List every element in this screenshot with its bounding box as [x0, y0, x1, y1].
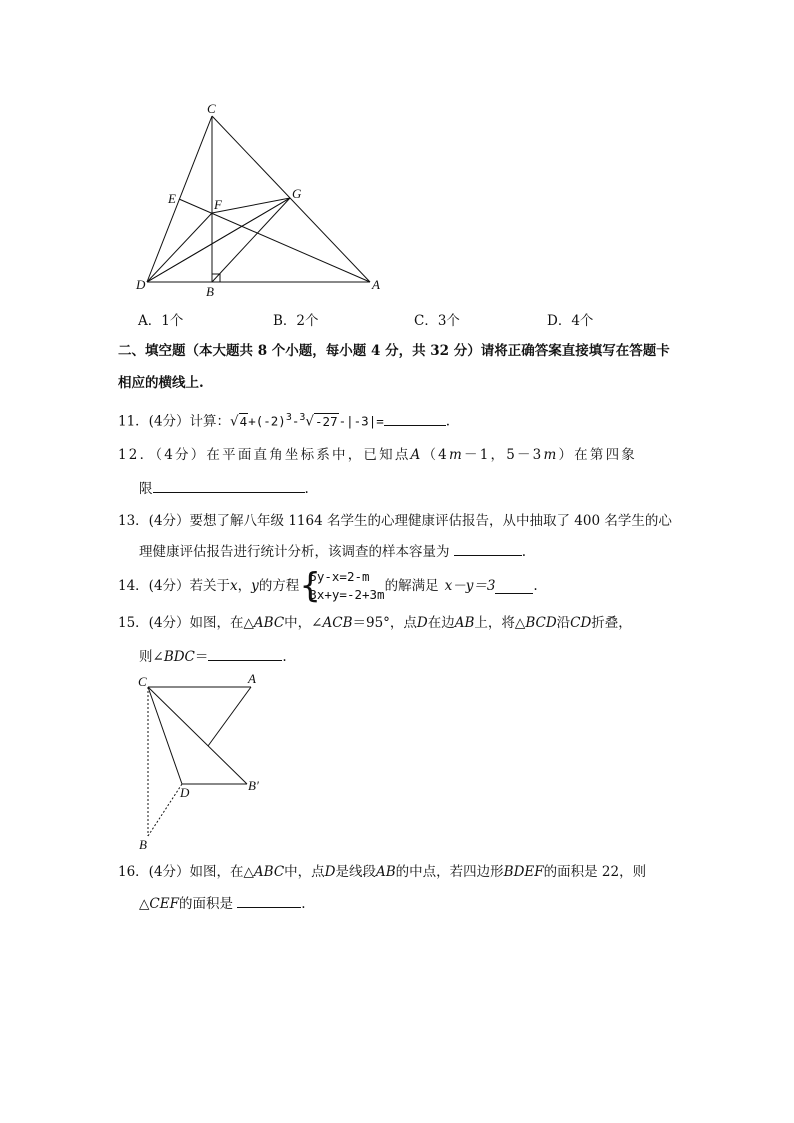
q14-mid: 的方程: [258, 578, 300, 594]
q12-m2: m: [543, 447, 559, 463]
q13-text: 理健康评估报告进行统计分析，该调查的样本容量为: [139, 544, 450, 560]
equation-1: 5y-x=2-m: [309, 569, 370, 584]
answer-blank-14[interactable]: [495, 579, 533, 594]
q15-ab: AB: [454, 615, 475, 631]
q12-text-c: －1，5－3: [464, 447, 544, 463]
q13-end: .: [521, 544, 527, 560]
q11-exp: 3: [285, 412, 292, 423]
q15-cd: CD: [570, 615, 592, 631]
q11-mid1: +(-2): [248, 413, 286, 429]
q16-d2: 的中点，若四边形: [395, 864, 504, 880]
question-12-line2: [139, 478, 309, 499]
q16-tri: ABC: [253, 864, 285, 880]
segment-cbprime: [148, 687, 247, 784]
answer-blank-15[interactable]: [208, 646, 282, 661]
q11-cbrt-index: 3: [299, 412, 306, 423]
question-13-line2: [139, 541, 526, 562]
option-b: B．2个: [273, 313, 319, 329]
q16-cef: CEF: [149, 896, 179, 912]
q16-b: 中，点: [284, 864, 325, 880]
label-a: A: [372, 277, 380, 292]
answer-blank-11[interactable]: [384, 411, 446, 426]
q11-prefix: 11．(4分）计算：: [118, 413, 231, 430]
option-c: C．3个: [414, 313, 460, 329]
q14-after: 的解满足: [384, 578, 439, 594]
section-heading-line1: 二、填空题（本大题共 8 个小题，每小题 4 分，共 32 分）请将正确答案直接填写在答题卡: [118, 343, 670, 359]
question-16-line1: [118, 862, 646, 882]
q15-bcd: BCD: [525, 615, 557, 631]
q15-d2: 在边: [427, 615, 455, 631]
label-c: C: [207, 101, 216, 116]
equation-2: 3x+y=-2+3m: [309, 587, 385, 602]
q16-g: 的面积是: [178, 896, 233, 912]
answer-blank-16[interactable]: [237, 893, 301, 908]
q16-e: 的面积是 22，则: [543, 864, 647, 880]
q15-end: .: [282, 649, 287, 665]
q16-d: D: [324, 864, 336, 880]
q11-end: .: [445, 413, 451, 430]
label-a: A: [248, 671, 256, 686]
label-f: F: [214, 197, 222, 212]
q12-text-a: 12．（4分）在平面直角坐标系中，已知点: [118, 447, 411, 463]
q15-a: 15．(4分）如图，在△: [118, 615, 254, 631]
q14-x: x: [230, 578, 238, 594]
q11-mid3: -|-3|=: [338, 413, 384, 429]
label-d: D: [136, 277, 146, 292]
label-b: B: [206, 284, 214, 299]
brace-icon: {: [299, 566, 321, 606]
segment-df: [147, 213, 212, 282]
answer-blank-12[interactable]: [153, 478, 305, 493]
q14-condition: x－y＝3: [444, 578, 496, 594]
q12-m1: m: [448, 447, 464, 463]
section-heading-line2: 相应的横线上.: [118, 375, 204, 391]
label-c: C: [138, 674, 147, 689]
q15-d: D: [416, 615, 428, 631]
sqrt-symbol: √: [230, 413, 239, 430]
label-d: D: [180, 785, 190, 800]
q15-c: ＝95°，点: [352, 615, 417, 631]
label-b: B: [139, 837, 147, 852]
question-12-line1: [118, 445, 637, 465]
equation-system: [299, 568, 384, 604]
label-bprime: B′: [248, 778, 259, 793]
q15-ang: ACB: [322, 615, 353, 631]
q11-cbrt-arg: -27: [315, 413, 338, 429]
q11-sqrt-arg: 4: [239, 413, 248, 429]
question-15-line2: [139, 646, 287, 667]
label-e: E: [168, 191, 176, 206]
q16-c: 是线段: [335, 864, 376, 880]
folding-triangle-figure: [130, 668, 280, 858]
segment-a-fold: [208, 687, 251, 746]
answer-blank-13[interactable]: [454, 541, 522, 556]
q16-ab: AB: [376, 864, 396, 880]
segment-ea: [179, 199, 370, 282]
q11-mid2: -: [291, 413, 300, 429]
q16-bdef: BDEF: [503, 864, 544, 880]
q14-prefix: 14．(4分）若关于: [118, 578, 231, 594]
segment-cd: [148, 687, 182, 784]
q12-text-e: 限: [139, 481, 153, 497]
q15-e: 上，将△: [474, 615, 526, 631]
question-13-line1: 13．(4分）要想了解八年级 1164 名学生的心理健康评估报告，从中抽取了 400 名学生的心: [118, 513, 672, 529]
q16-a: 16．(4分）如图，在△: [118, 864, 254, 880]
question-15-line1: [118, 613, 632, 633]
q15-bdc: BDC: [163, 649, 195, 665]
option-a: A．1个: [138, 313, 184, 329]
q15-h: 则∠: [139, 649, 164, 665]
q15-i: ＝: [194, 649, 209, 665]
q14-end: .: [533, 578, 538, 594]
q15-tri: ABC: [253, 615, 285, 631]
cbrt-symbol: √: [305, 413, 315, 430]
q16-end: .: [301, 896, 306, 912]
q14-y: y: [251, 578, 259, 594]
q15-b: 中，∠: [284, 615, 323, 631]
label-g: G: [292, 186, 302, 201]
q15-f: 沿: [556, 615, 571, 631]
q12-point: A: [410, 447, 423, 463]
q15-g: 折叠，: [591, 615, 632, 631]
q14-comma: ，: [237, 578, 252, 594]
q12-end: .: [304, 481, 309, 497]
question-16-line2: [139, 893, 306, 914]
dashed-bd: [148, 784, 182, 836]
q12-text-d: ）在第四象: [558, 447, 637, 463]
geometry-figure-triangle: [130, 100, 390, 300]
q12-text-b: （4: [422, 447, 449, 463]
question-14: [118, 566, 538, 606]
question-11: [118, 408, 450, 432]
q16-f: △: [139, 896, 150, 912]
option-d: D．4个: [547, 313, 594, 329]
